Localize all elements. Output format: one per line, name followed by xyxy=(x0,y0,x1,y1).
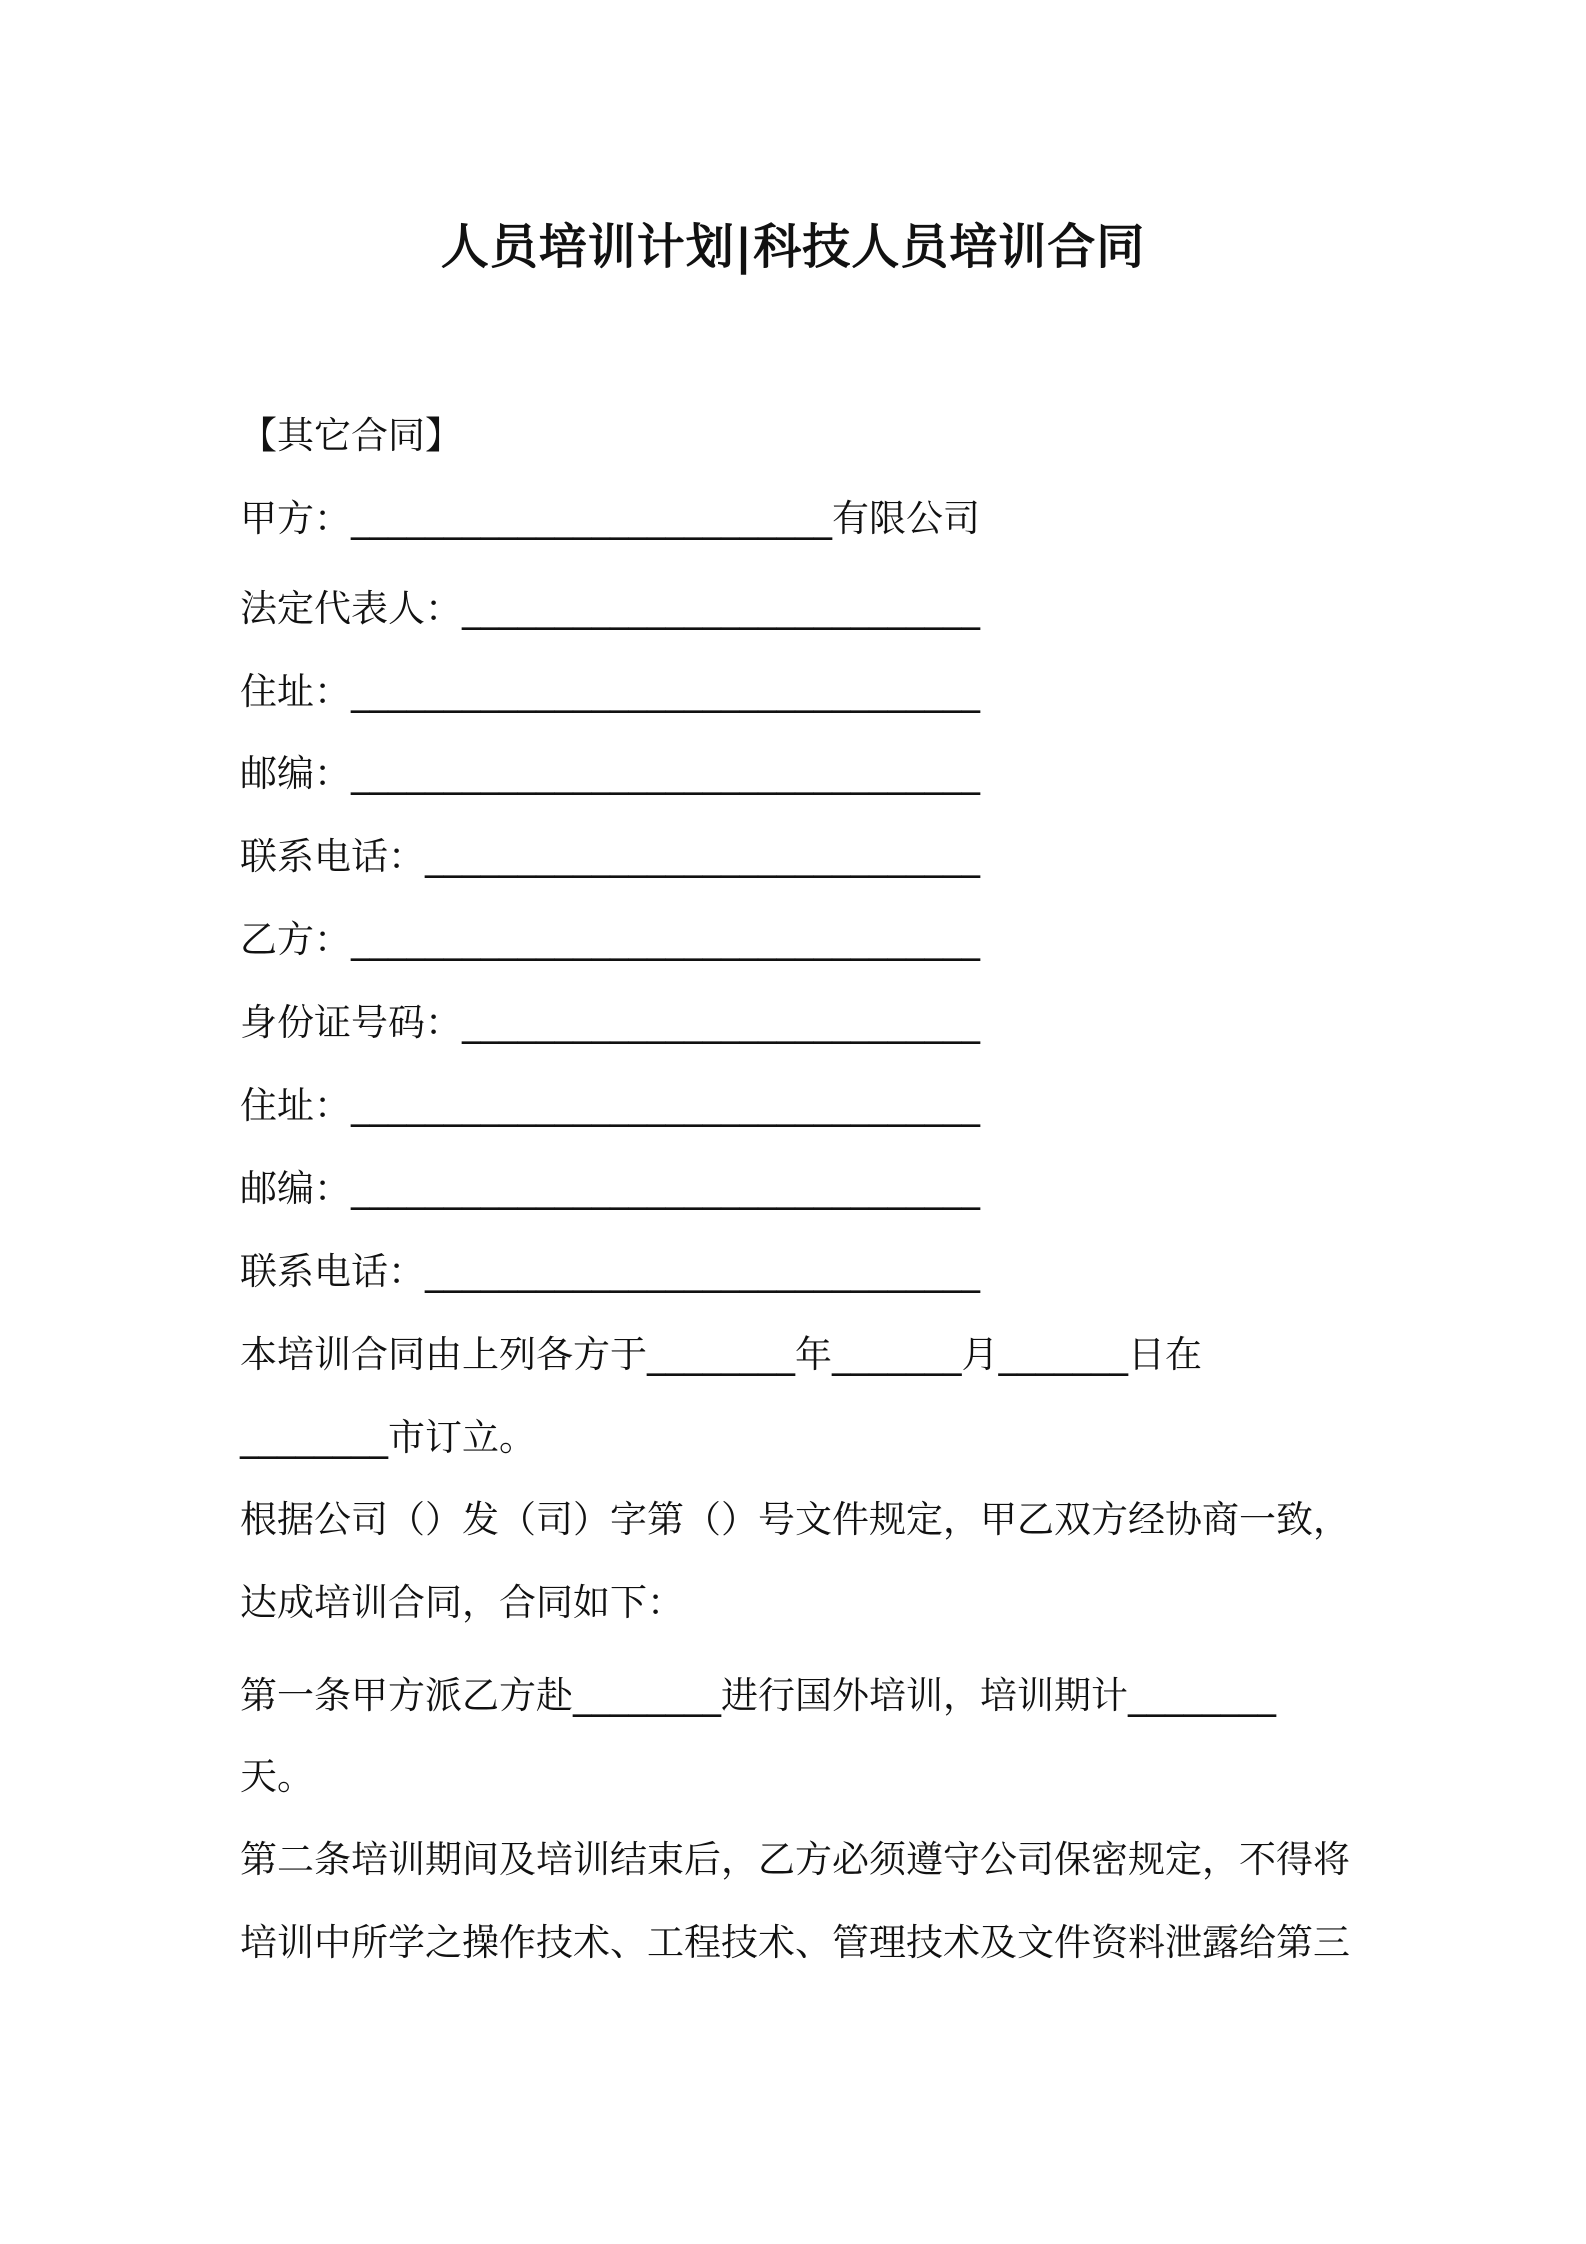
body-line: 天。 xyxy=(240,1755,314,1798)
party-b-postcode-field: 邮编：__________________________________ xyxy=(240,1167,980,1210)
document-title: 人员培训计划|科技人员培训合同 xyxy=(440,219,1146,275)
id-number-field: 身份证号码：____________________________ xyxy=(240,1001,980,1044)
party-a-postcode-field: 邮编：__________________________________ xyxy=(240,752,980,795)
party-a-field: 甲方：__________________________有限公司 xyxy=(240,497,980,540)
body-line: 培训中所学之操作技术、工程技术、管理技术及文件资料泄露给第三 xyxy=(240,1921,1350,1964)
party-b-phone-field: 联系电话：______________________________ xyxy=(240,1250,980,1293)
body-line: 达成培训合同，合同如下： xyxy=(240,1581,684,1624)
body-line: 第二条培训期间及培训结束后，乙方必须遵守公司保密规定，不得将 xyxy=(240,1838,1350,1881)
contract-category: 【其它合同】 xyxy=(240,414,462,457)
party-a-phone-field: 联系电话：______________________________ xyxy=(240,835,980,878)
body-line: 本培训合同由上列各方于________年_______月_______日在 xyxy=(240,1333,1202,1376)
body-line: 根据公司（）发（司）字第（）号文件规定，甲乙双方经协商一致， xyxy=(240,1498,1350,1541)
party-a-address-field: 住址：__________________________________ xyxy=(240,670,980,713)
body-line: 第一条甲方派乙方赴________进行国外培训，培训期计________ xyxy=(240,1674,1276,1717)
legal-representative-field: 法定代表人：____________________________ xyxy=(240,587,980,630)
party-b-field: 乙方：__________________________________ xyxy=(240,918,980,961)
body-line: ________市订立。 xyxy=(240,1416,536,1459)
party-b-address-field: 住址：__________________________________ xyxy=(240,1084,980,1127)
